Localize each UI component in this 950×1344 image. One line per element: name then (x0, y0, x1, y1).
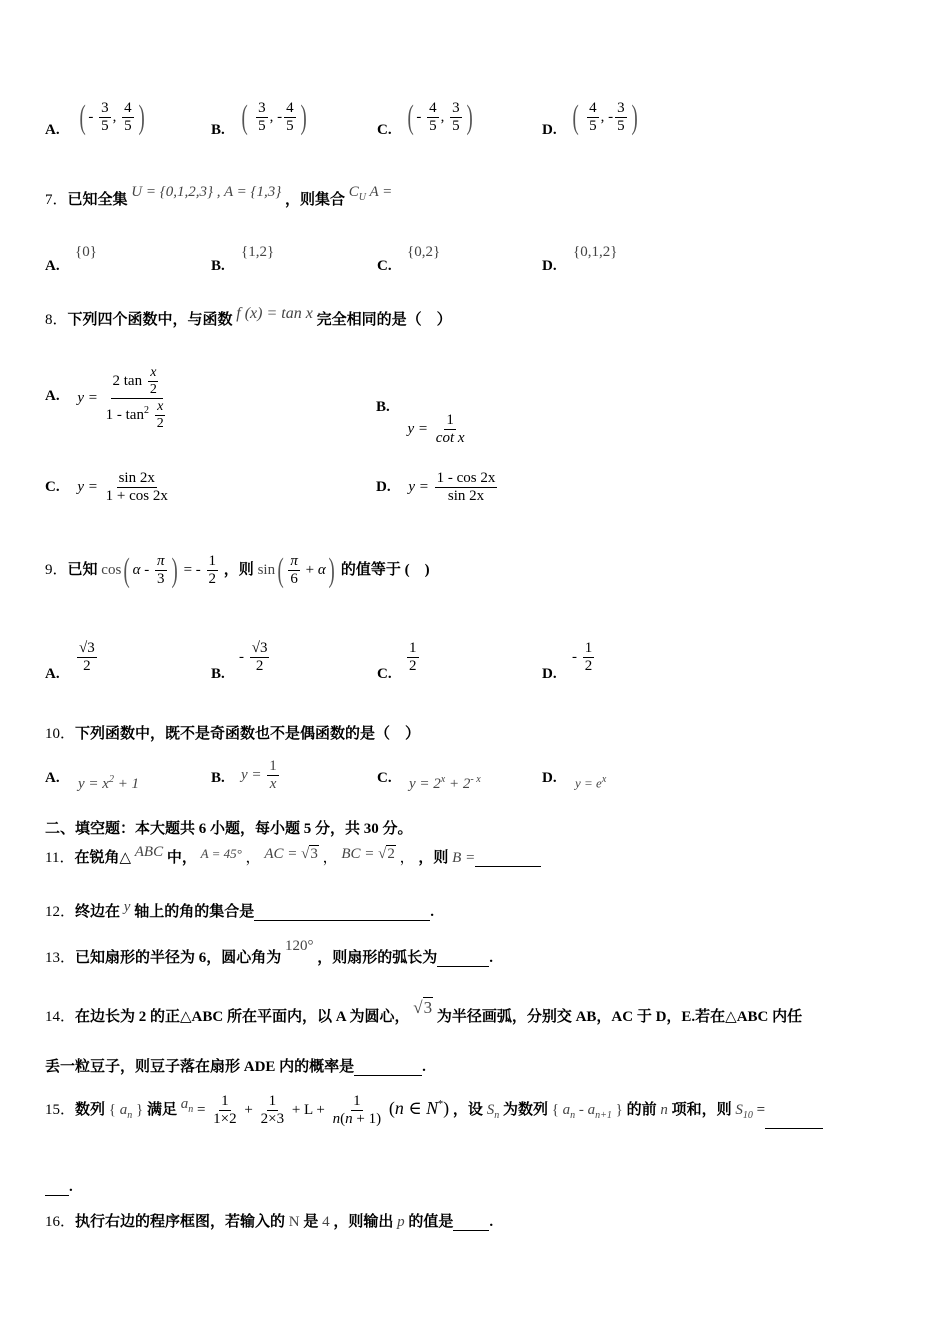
q6-option-b-letter: B. (211, 122, 225, 138)
q9-option-a-value: $\frac{√3}{2}$ (79, 640, 95, 675)
q10-option-b-value: y = $\frac{1}{x}$ (241, 758, 277, 793)
q9-option-b-letter: B. (211, 666, 225, 682)
q10-options (45, 758, 945, 798)
q9-option-c-value: $\frac{1}{2}$ (409, 640, 417, 675)
q10-option-b-letter: B. (211, 770, 225, 786)
q9-option-d-letter: D. (542, 666, 557, 682)
q6-option-d-letter: D. (542, 122, 557, 138)
q7-option-b-value: {1,2} (241, 244, 275, 260)
q7-options (45, 244, 945, 274)
q10-option-a-letter: A. (45, 770, 60, 786)
q7-stem: 7．已知全集 U = {0,1,2,3} , A = {1,3} ，则集合 $C_U$ A = (45, 184, 393, 208)
q10-stem: 10．下列函数中，既不是奇函数也不是偶函数的是（ ） (45, 726, 421, 742)
q7-option-a-letter: A. (45, 258, 60, 274)
q6-option-b-value: ( $\frac{3}{5}$ , - $\frac{4}{5}$ ) (241, 98, 307, 136)
q10-option-c-value: $y = 2^x + 2^{- x}$ (409, 774, 481, 792)
q10-option-d-letter: D. (542, 770, 557, 786)
q6-option-d-value: ( $\frac{4}{5}$ , - $\frac{3}{5}$ ) (572, 98, 638, 136)
q8-option-b: B. y = $\frac{1}{\text{cot x}}$ (376, 399, 465, 447)
section-2-heading: 二、填空题：本大题共 6 小题，每小题 5 分，共 30 分。 (45, 821, 413, 837)
q15: 15．数列 { $a_n$ } 满足 $a_n$ = $\frac{1}{1\times 2}$ + $\frac{1}{2\times 3}$ + L + $\frac{1}{n(n + 1)}$ (n ∈ N*) ，设 $S_n$ 为数列 { $a_n - a_{n+1}$ } 的前 n 项和，则 $S_{10}$ = (45, 1093, 823, 1129)
q8-option-d: D. y = $\frac{1 - \cos 2x}{\sin 2x}$ (376, 470, 496, 505)
q6-options (45, 100, 945, 150)
q9-option-b-value: - $\frac{√3}{2}$ (239, 640, 268, 675)
q16: 16．执行右边的程序框图，若输入的 N 是 4 ，则输出 p 的值是 . (45, 1214, 494, 1230)
q15-blank-end: . (45, 1178, 73, 1196)
q10-option-c-letter: C. (377, 770, 392, 786)
q14-line2: 丢一粒豆子，则豆子落在扇形 ADE 内的概率是 . (45, 1059, 426, 1075)
q9-option-c-letter: C. (377, 666, 392, 682)
q6-option-c-letter: C. (377, 122, 392, 138)
q9-option-d-value: - $\frac{1}{2}$ (572, 640, 593, 675)
q7-option-c-letter: C. (377, 258, 392, 274)
q7-option-d-value: {0,1,2} (573, 244, 618, 260)
q7-option-a-value: {0} (75, 244, 97, 260)
q8-stem: 8．下列四个函数中，与函数 f (x) = tan x 完全相同的是（ ） (45, 305, 452, 328)
q9-options (45, 640, 945, 695)
q6-option-a-letter: A. (45, 122, 60, 138)
q14-line1: 14．在边长为 2 的正△ABC 所在平面内，以 A 为圆心， √3 为半径画弧，分别交 AB，AC 于 D，E.若在△ABC 内任 (45, 998, 803, 1025)
q9-option-a-letter: A. (45, 666, 60, 682)
q8-option-a: A. y = 2 tan $\frac{x}{2}$ $1 - \tan^2$ $\frac{x}{2}$ (45, 365, 164, 432)
q10-option-d-value: $y = e^x$ (575, 774, 607, 791)
q7-option-d-letter: D. (542, 258, 557, 274)
q7-option-c-value: {0,2} (407, 244, 441, 260)
q6-option-a-value: ( - $\frac{3}{5}$ , $\frac{4}{5}$ ) (79, 98, 145, 136)
q7-option-b-letter: B. (211, 258, 225, 274)
q11: 11．在锐角△ ABC 中， A = 45° ， AC = √3 ， BC = √2 ， ，则 B = (45, 846, 541, 867)
q13: 13．已知扇形的半径为 6，圆心角为 120° ，则扇形的弧长为 . (45, 938, 494, 966)
q12: 12．终边在 y 轴上的角的集合是 . (45, 899, 434, 920)
q10-option-a-value: $y = x^2 + 1$ (78, 774, 140, 792)
q6-option-c-value: ( - $\frac{4}{5}$ , $\frac{3}{5}$ ) (407, 98, 473, 136)
q9-stem: 9．已知 cos( α - $\frac{\pi}{3}$ ) = - $\frac{1}{2}$ ，则 sin( $\frac{\pi}{6}$ + α) 的值等于 ( ) (45, 551, 430, 589)
q8-option-c: C. y = $\frac{\sin 2x}{1 + \cos 2x}$ (45, 470, 168, 505)
